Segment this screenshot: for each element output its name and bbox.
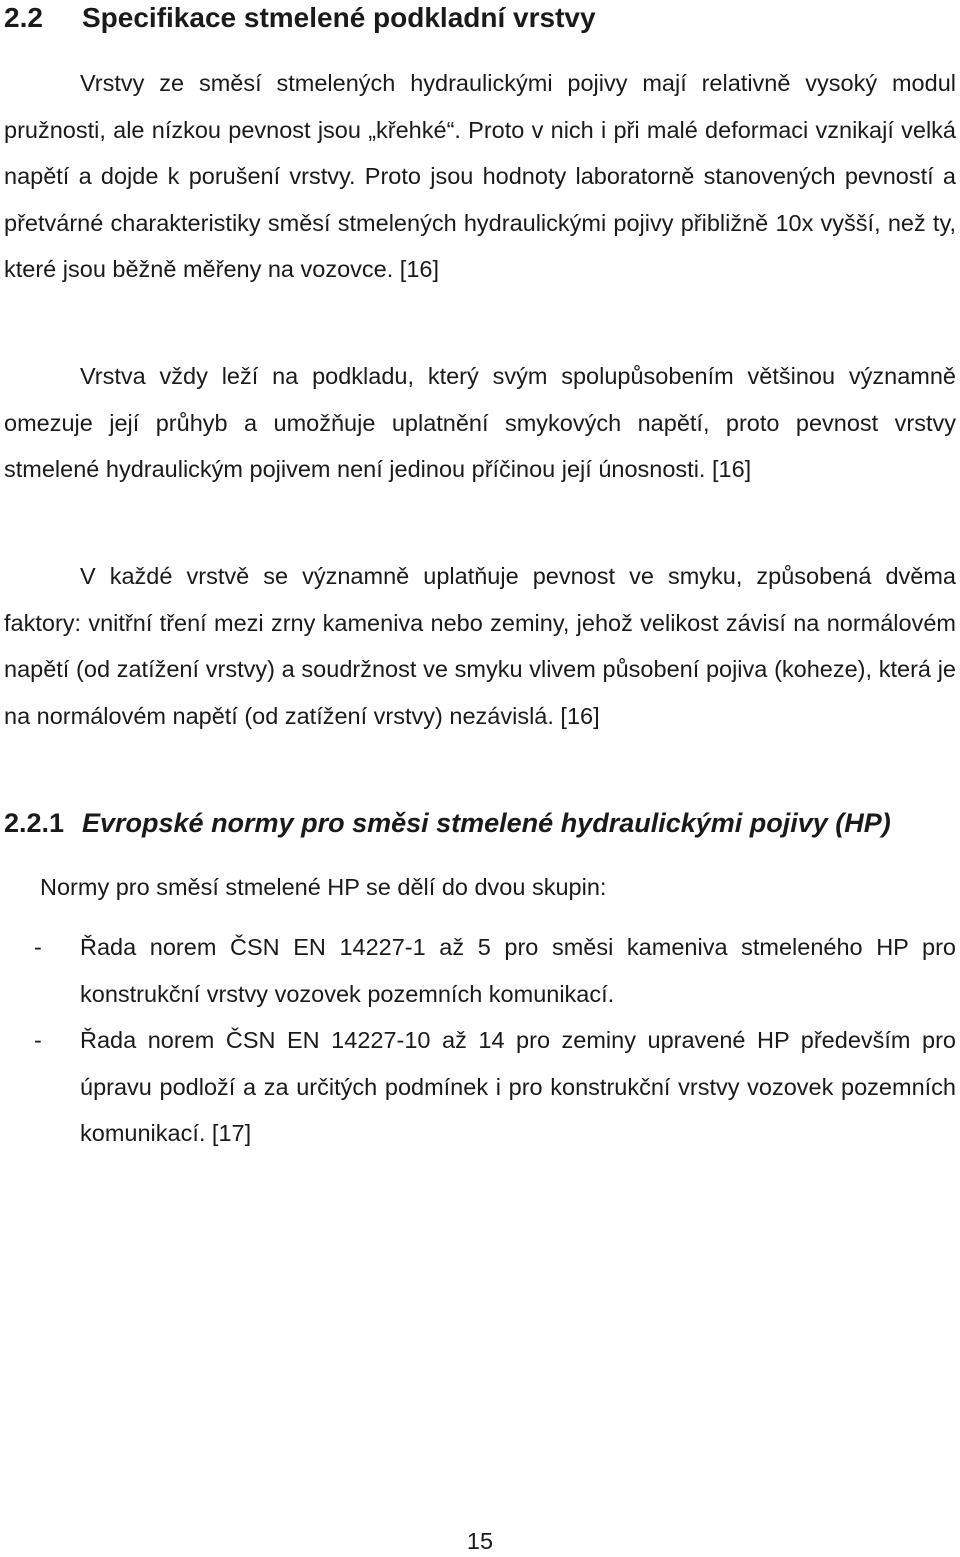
list-bullet: - (34, 934, 42, 960)
paragraph-2: Vrstva vždy leží na podkladu, který svým spolupůsobením většinou významně omezuje její průhyb a umožňuje uplatnění smykových napětí, proto pevnost vrstvy stmelené hydraulickým pojivem není jedinou příčinou její únosnosti. [16] (4, 363, 956, 482)
subsection-heading (4, 805, 891, 841)
subsection-number: 2.2.1 (4, 808, 65, 838)
list-item-text: Řada norem ČSN EN 14227-1 až 5 pro směsi kameniva stmeleného HP pro konstrukční vrstvy vozovek pozemních komunikací. (80, 934, 956, 1007)
list-item (4, 924, 956, 1017)
page-number: 15 (466, 1528, 494, 1554)
section-number: 2.2 (4, 2, 43, 33)
paragraph-3: V každé vrstvě se významně uplatňuje pevnost ve smyku, způsobená dvěma faktory: vnitřní tření mezi zrny kameniva nebo zeminy, jehož velikost závisí na normálovém napětí (od zatížení vrstvy) a soudržnost ve smyku vlivem působení pojiva (koheze), která je na normálovém napětí (od zatížení vrstvy) nezávislá. [16] (4, 563, 956, 729)
list-item (4, 1017, 956, 1157)
section-title: Specifikace stmelené podkladní vrstvy (82, 2, 596, 33)
list-item-text: Řada norem ČSN EN 14227-10 až 14 pro zeminy upravené HP především pro úpravu podloží a za určitých podmínek i pro konstrukční vrstvy vozovek pozemních komunikací. [17] (80, 1027, 956, 1146)
paragraph-1: Vrstvy ze směsí stmelených hydraulickými pojivy mají relativně vysoký modul pružnosti, ale nízkou pevnost jsou „křehké“. Proto v nich i při malé deformaci vznikají velká napětí a dojde k porušení vrstvy. Proto jsou hodnoty laboratorně stanovených pevností a přetvárné charakteristiky směsí stmelených hydraulickými pojivy přibližně 10x vyšší, než ty, které jsou běžně měřeny na vozovce. [16] (4, 70, 956, 282)
norms-list (4, 924, 956, 1157)
list-bullet: - (34, 1027, 42, 1053)
subsection-title: Evropské normy pro směsi stmelené hydraulickými pojivy (HP) (82, 808, 891, 838)
list-intro: Normy pro směsí stmelené HP se dělí do dvou skupin: (40, 874, 607, 900)
section-heading (4, 0, 596, 36)
